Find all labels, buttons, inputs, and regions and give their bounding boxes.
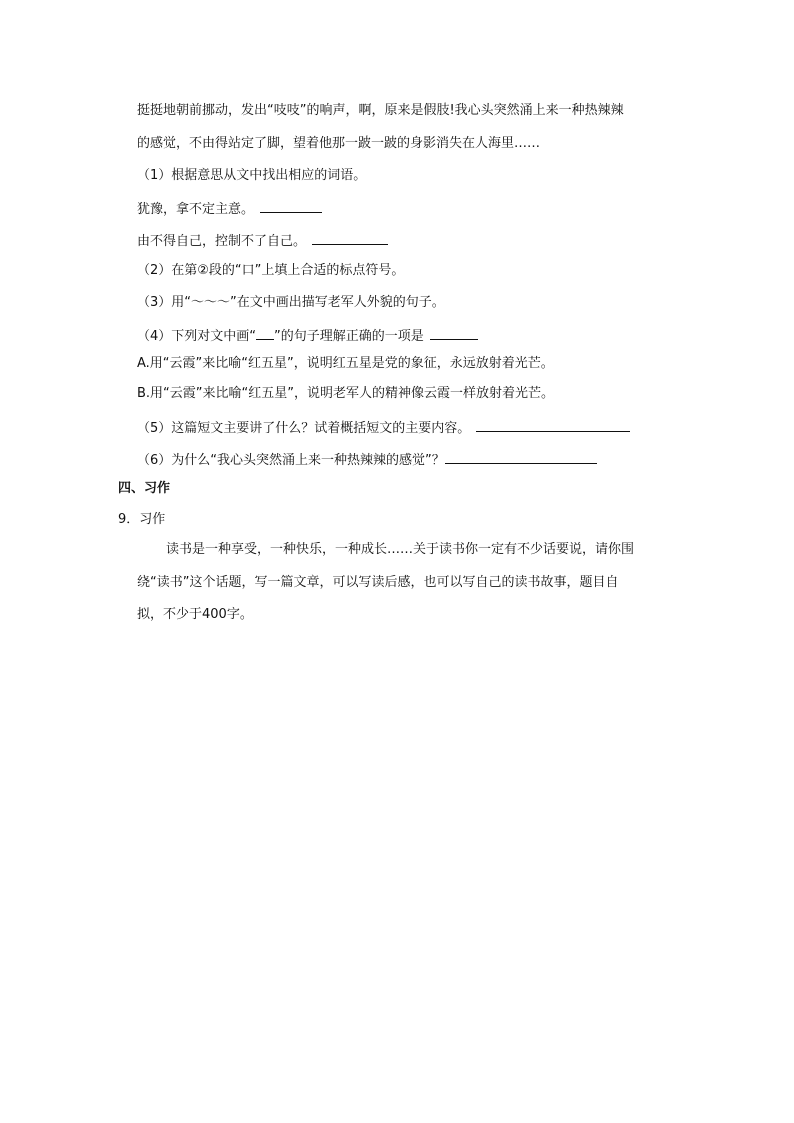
option-a: A.用“云霞”来比喻“红五星”，说明红五星是党的象征，永远放射着光芒。 [137,356,554,371]
question-1a-row [137,200,322,218]
question-6-text: （6）为什么“我心头突然涌上来一种热辣辣的感觉”？ [137,453,445,468]
writing-prompt-line-2: 绕“读书”这个话题，写一篇文章，可以写读后感，也可以写自己的读书故事，题目自 [137,575,619,590]
question-1a-text: 犹豫，拿不定主意。 [137,202,255,217]
passage-line-2: 的感觉，不由得站定了脚，望着他那一跛一跛的身影消失在人海里…… [137,136,541,151]
question-2: （2）在第②段的“口”上填上合适的标点符号。 [137,263,405,278]
passage-line-1: 挺挺地朝前挪动，发出“吱吱”的响声，啊，原来是假肢!我心头突然涌上来一种热辣辣 [137,103,624,118]
section-heading: 四、习作 [118,481,171,496]
question-5-row [137,419,630,437]
question-1: （1）根据意思从文中找出相应的词语。 [137,168,367,183]
writing-prompt-line-1: 读书是一种享受，一种快乐，一种成长……关于读书你一定有不少话要说，请你围 [166,542,635,557]
question-4-prefix: （4）下列对文中画“ [137,329,257,344]
item-label: 9．习作 [118,512,166,527]
answer-blank-1a[interactable] [260,200,322,213]
question-4-row [137,327,478,345]
question-5-text: （5）这篇短文主要讲了什么？试着概括短文的主要内容。 [137,421,471,436]
writing-prompt-line-3: 拟，不少于400字。 [137,607,253,622]
underline-marker [256,327,274,340]
question-3: （3）用“～～～”在文中画出描写老军人外貌的句子。 [137,295,445,310]
question-1b-text: 由不得自己，控制不了自己。 [137,234,307,249]
question-4-suffix: ”的句子理解正确的一项是 [274,329,424,344]
answer-blank-1b[interactable] [312,232,388,245]
option-b: B.用“云霞”来比喻“红五星”，说明老军人的精神像云霞一样放射着光芒。 [137,386,554,401]
question-1b-row [137,232,388,250]
answer-blank-5[interactable] [476,419,630,432]
question-6-row [137,451,597,469]
answer-blank-4[interactable] [430,327,478,340]
answer-blank-6[interactable] [445,451,597,464]
